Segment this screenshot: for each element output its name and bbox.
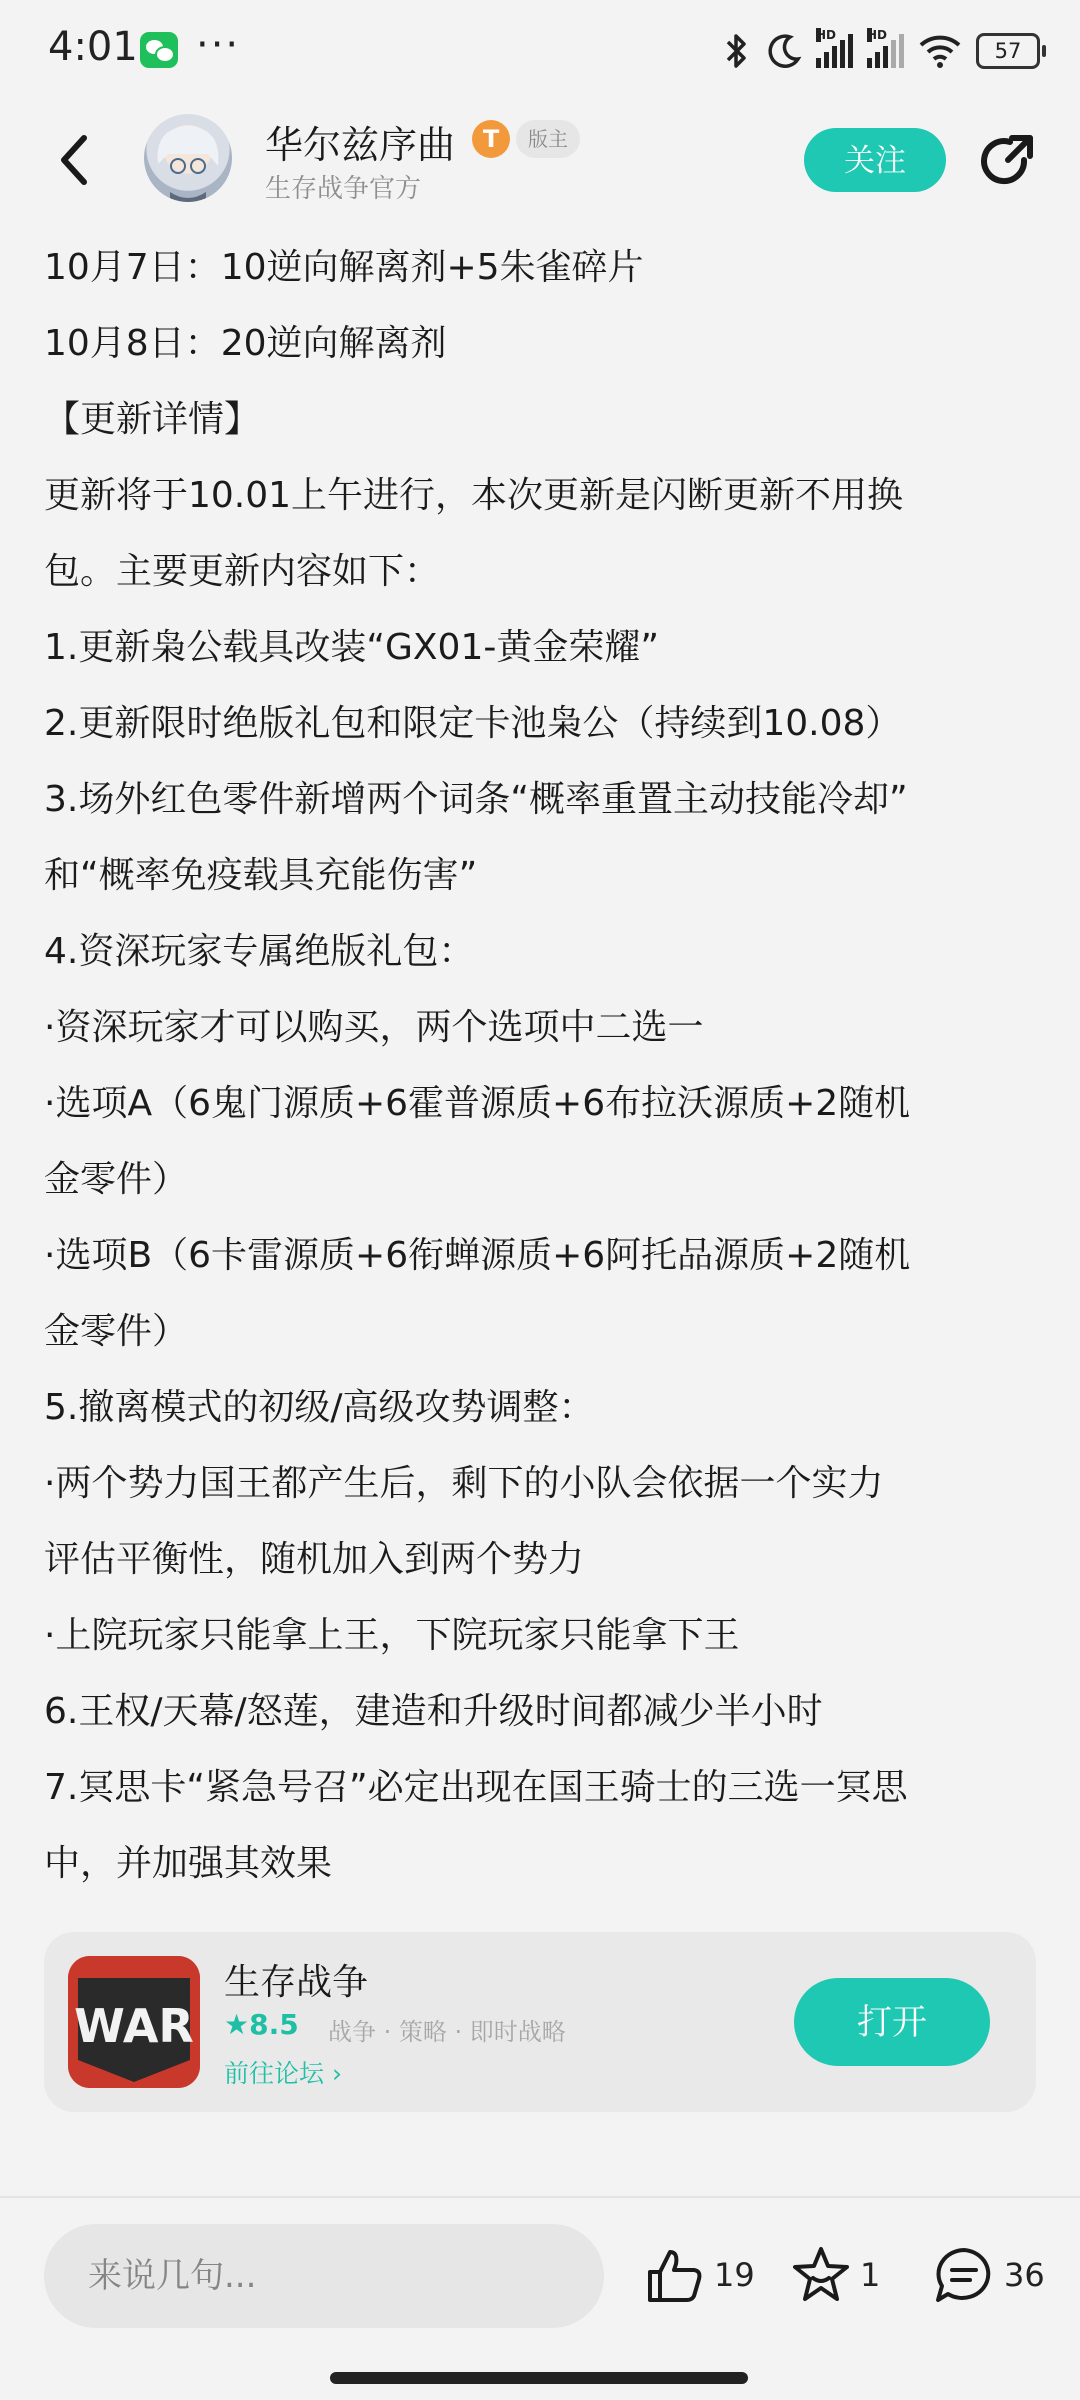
author-name[interactable]: 华尔兹序曲	[265, 123, 456, 167]
content-line: 10月7日：10逆向解离剂+5朱雀碎片	[44, 247, 644, 288]
content-line: 1.更新枭公载具改装“GX01-黄金荣耀”	[44, 627, 660, 668]
post-content	[44, 230, 1044, 1902]
content-line: ·选项B（6卡雷源质+6衔蝉源质+6阿托品源质+2随机	[44, 1235, 911, 1276]
svg-text:WAR: WAR	[74, 1999, 194, 2053]
content-line: 包。主要更新内容如下：	[44, 551, 441, 592]
war-logo-icon	[68, 1956, 200, 2088]
content-line: ·两个势力国王都产生后，剩下的小队会依据一个实力	[44, 1463, 884, 1504]
status-time: 4:01	[48, 24, 138, 70]
content-line: ·选项A（6鬼门源质+6霍普源质+6布拉沃源质+2随机	[44, 1083, 911, 1124]
game-app-card[interactable]	[44, 1932, 1036, 2112]
content-line: 5.撤离模式的初级/高级攻势调整：	[44, 1387, 595, 1428]
author-avatar[interactable]	[144, 114, 232, 202]
content-line: 金零件）	[44, 1159, 189, 1200]
follow-button[interactable]: 关注	[804, 128, 946, 192]
moderator-badge: 版主	[516, 120, 580, 158]
favorite-button[interactable]	[790, 2240, 880, 2310]
game-tags: 战争 · 策略 · 即时战略	[328, 2018, 566, 2046]
comment-button[interactable]	[932, 2240, 1045, 2310]
star-favorite-icon	[790, 2244, 852, 2306]
thumbs-up-icon	[644, 2244, 706, 2306]
home-indicator[interactable]	[330, 2372, 748, 2384]
comment-count: 36	[1004, 2256, 1045, 2294]
comment-input[interactable]	[44, 2224, 604, 2328]
content-line: 3.场外红色零件新增两个词条“概率重置主动技能冷却”	[44, 779, 908, 820]
back-button[interactable]	[50, 130, 100, 190]
favorite-count: 1	[860, 2256, 881, 2294]
status-icons	[722, 28, 1040, 74]
wifi-icon	[918, 33, 962, 69]
go-to-forum-link[interactable]: 前往论坛 ›	[224, 2059, 342, 2088]
signal-strength-icon: HD	[816, 34, 853, 68]
wechat-notification-icon	[140, 32, 178, 68]
avatar-illustration	[144, 114, 232, 202]
content-line: 10月8日：20逆向解离剂	[44, 323, 447, 364]
content-line: ·资深玩家才可以购买，两个选项中二选一	[44, 1007, 704, 1048]
level-badge: T	[472, 120, 510, 158]
battery-icon: 57	[976, 33, 1040, 69]
content-line: 金零件）	[44, 1311, 189, 1352]
content-line: 评估平衡性，随机加入到两个势力	[44, 1539, 585, 1580]
do-not-disturb-moon-icon	[766, 31, 802, 71]
game-app-name: 生存战争	[224, 1962, 369, 2003]
content-line: 6.王权/天幕/怒莲，建造和升级时间都减少半小时	[44, 1691, 823, 1732]
author-subtitle: 生存战争官方	[265, 174, 422, 204]
signal-strength-icon-2: HD	[867, 34, 904, 68]
content-line: 【更新详情】	[44, 399, 261, 440]
open-app-button[interactable]: 打开	[794, 1978, 990, 2066]
like-count: 19	[714, 2256, 755, 2294]
content-line: 4.资深玩家专属绝版礼包：	[44, 931, 475, 972]
more-notifications-icon: ···	[196, 22, 241, 68]
content-line: ·上院玩家只能拿上王，下院玩家只能拿下王	[44, 1615, 740, 1656]
post-header	[0, 100, 1080, 230]
content-line: 7.冥思卡“紧急号召”必定出现在国王骑士的三选一冥思	[44, 1767, 908, 1808]
comment-bubble-icon	[932, 2244, 996, 2306]
game-rating: ★8.5	[224, 2008, 299, 2041]
bluetooth-icon	[722, 31, 752, 71]
share-button[interactable]	[976, 130, 1040, 194]
status-bar	[0, 0, 1080, 100]
content-line: 中，并加强其效果	[44, 1843, 333, 1884]
divider	[0, 2196, 1080, 2198]
content-line: 2.更新限时绝版礼包和限定卡池枭公（持续到10.08）	[44, 703, 902, 744]
content-line: 和“概率免疫载具充能伤害”	[44, 855, 478, 896]
content-line: 更新将于10.01上午进行，本次更新是闪断更新不用换	[44, 475, 904, 516]
like-button[interactable]	[644, 2240, 755, 2310]
game-app-icon	[68, 1956, 200, 2088]
